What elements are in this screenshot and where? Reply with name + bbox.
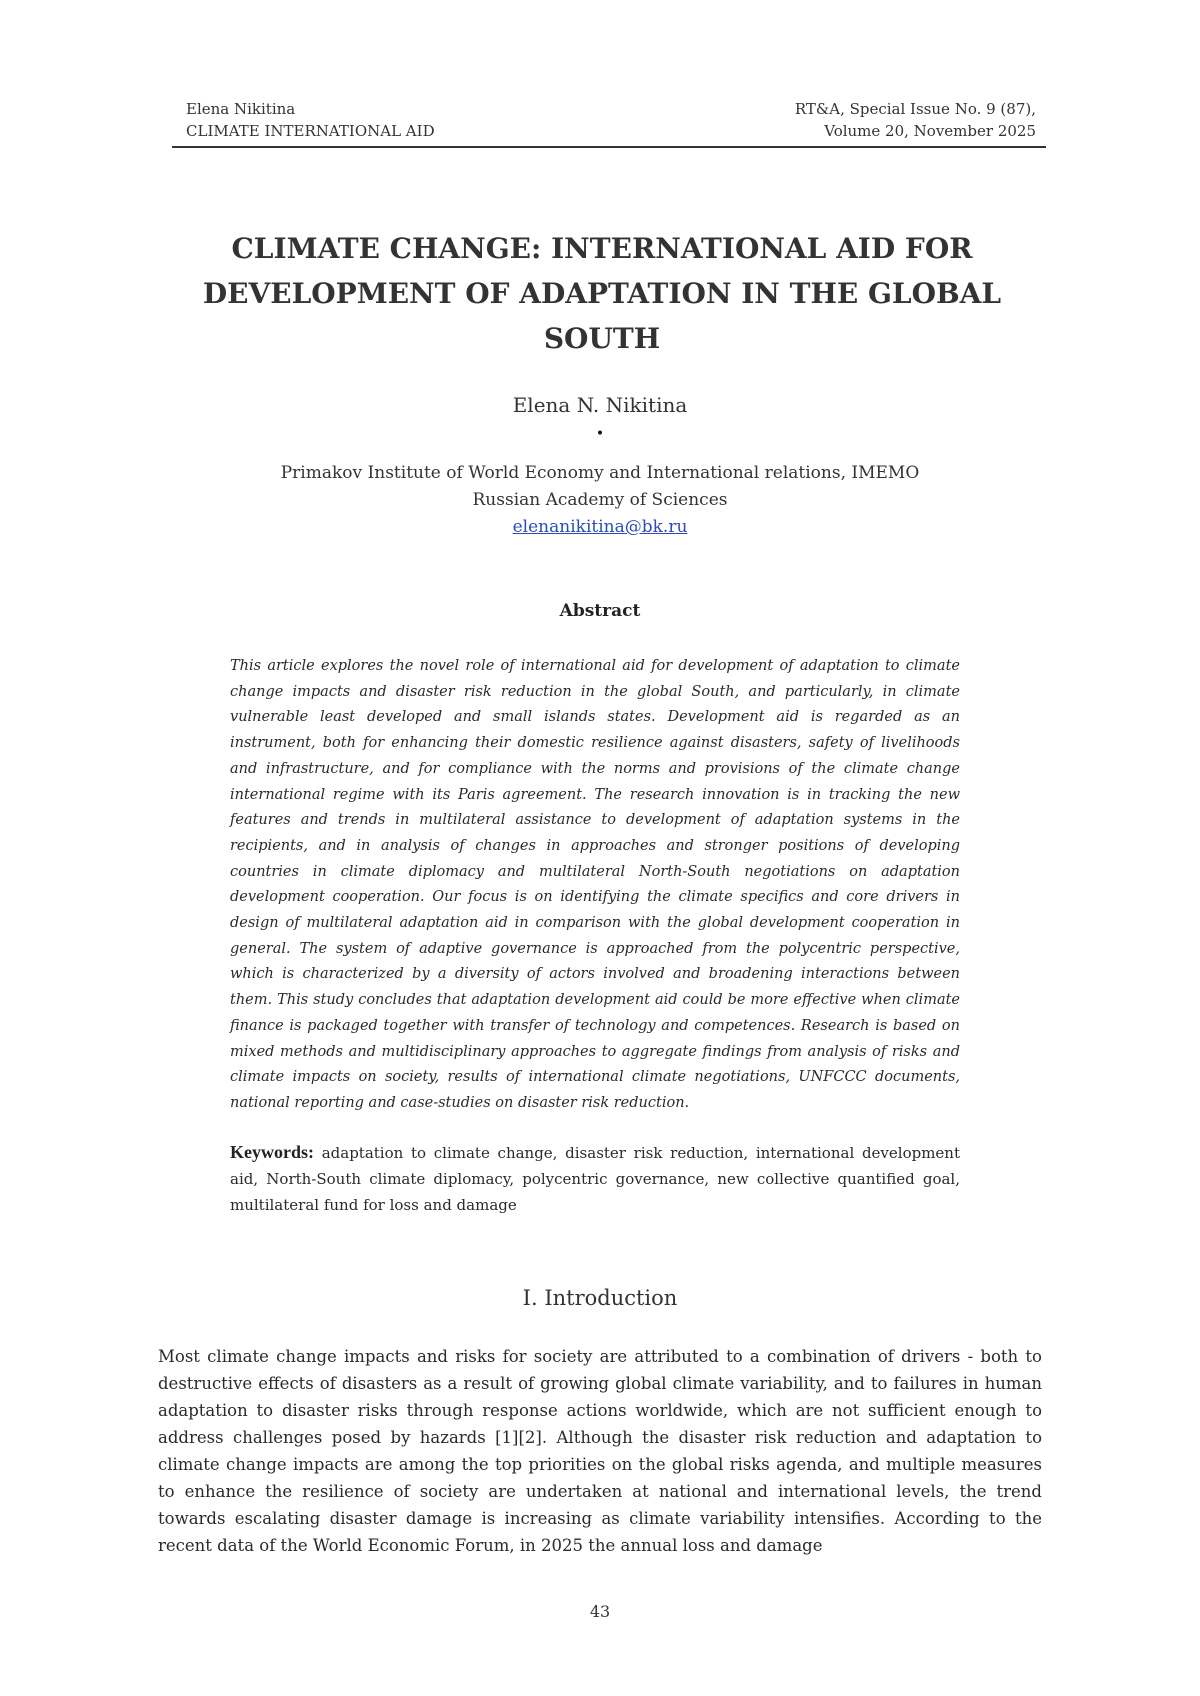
abstract-heading: Abstract — [559, 601, 641, 621]
article-author: Elena N. Nikitina — [512, 393, 688, 417]
running-header-short-title: CLIMATE INTERNATIONAL AID — [186, 122, 435, 140]
page-number: 43 — [589, 1602, 611, 1621]
running-header-right — [795, 98, 1036, 142]
running-header-volume: Volume 20, November 2025 — [824, 122, 1036, 140]
keywords-paragraph — [230, 1139, 960, 1218]
article-title: CLIMATE CHANGE: INTERNATIONAL AID FOR DEVELOPMENT OF ADAPTATION IN THE GLOBAL SOUTH — [202, 232, 1002, 355]
author-email-link[interactable]: elenanikitina@bk.ru — [512, 517, 688, 537]
keywords-text: adaptation to climate change, disaster risk reduction, international development aid, North-South climate diplomacy, polycentric governance, new collective quantified goal, multilateral fund for loss and damage — [230, 1144, 960, 1214]
running-header — [172, 96, 1046, 148]
section-heading-introduction: I. Introduction — [522, 1286, 678, 1310]
introduction-text: Most climate change impacts and risks for society are attributed to a combination of drivers - both to destructive effects of disasters as a result of growing global climate variability, and to failures in human adaptation to disaster risks through response actions worldwide, which are not sufficient enough to address challenges posed by hazards [1][2]. Although the disaster risk reduction and adaptation to climate change impacts are among the top priorities on the global risks agenda, and multiple measures to enhance the resilience of society are undertaken at national and international levels, the trend towards escalating disaster damage is increasing as climate variability intensifies. According to the recent data of the World Economic Forum, in 2025 the annual loss and damage — [158, 1347, 1042, 1555]
running-header-author: Elena Nikitina — [186, 100, 296, 118]
affiliation-institute: Primakov Institute of World Economy and International relations, IMEMO — [280, 463, 920, 483]
affiliation — [0, 460, 1200, 541]
affiliation-academy: Russian Academy of Sciences — [472, 490, 728, 510]
running-header-journal: RT&A, Special Issue No. 9 (87), — [794, 100, 1036, 118]
running-header-left — [186, 98, 435, 142]
abstract-text: This article explores the novel role of international aid for development of adaptation to climate change impacts and disaster risk reduction in the global South, and particularly, in climate vulnerable least developed and small islands states. Development aid is regarded as an instrument, both for enhancing their domestic resilience against disasters, safety of livelihoods and infrastructure, and for compliance with the norms and provisions of the climate change international regime with its Paris agreement. The research innovation is in tracking the new features and trends in multilateral assistance to development of adaptation systems in the recipients, and in analysis of changes in approaches and stronger positions of developing countries in climate diplomacy and multilateral North-South negotiations on adaptation development cooperation. Our focus is on identifying the climate specifics and core drivers in design of multilateral adaptation aid in comparison with the global development cooperation in general. The system of adaptive governance is approached from the polycentric perspective, which is characterized by a diversity of actors involved and broadening interactions between them. This study concludes that adaptation development aid could be more effective when climate finance is packaged together with transfer of technology and competences. Research is based on mixed methods and multidisciplinary approaches to aggregate findings from analysis of risks and climate impacts on society, results of international climate negotiations, UNFCCC documents, national reporting and case-studies on disaster risk reduction. — [230, 658, 960, 1111]
keywords-label: Keywords: — [230, 1142, 314, 1162]
author-bullet: • — [595, 426, 605, 442]
